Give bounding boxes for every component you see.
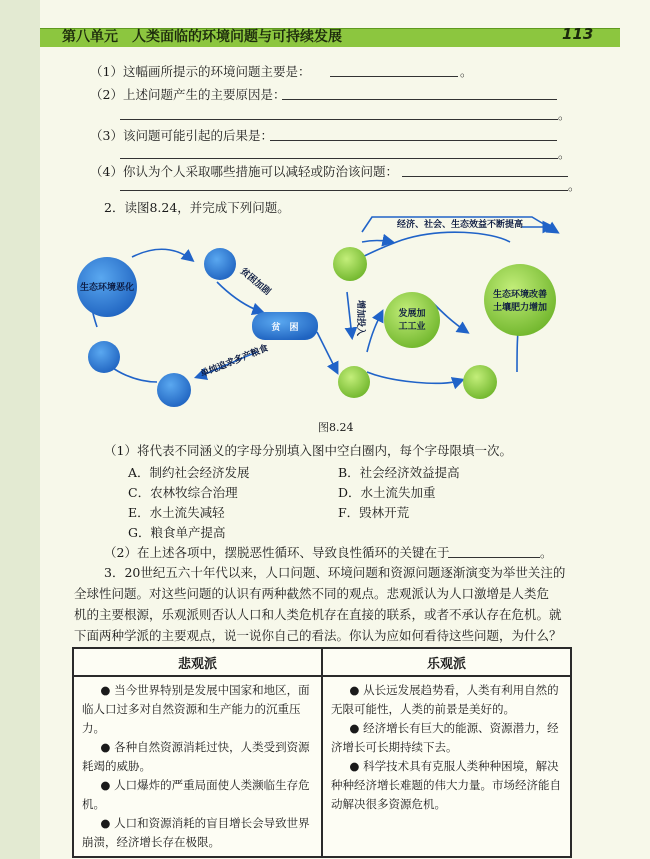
blank-circle[interactable]	[463, 365, 497, 399]
blank-circle[interactable]	[204, 248, 236, 280]
question-1-2: （2）上述问题产生的主要原因是：	[90, 87, 286, 102]
blank-circle[interactable]	[88, 341, 120, 373]
optimist-cell	[322, 676, 571, 857]
label-develop-2: 工工业	[398, 322, 426, 332]
question-2-2: （2）在上述各项中，摆脱恶性循环、导致良性循环的关键在于	[104, 545, 450, 560]
option-d: D．水土流失加重	[338, 485, 436, 500]
pessimist-point: ● 人口和资源消耗的盲目增长会导致世界崩溃，经济增长存在极限。	[82, 816, 310, 849]
optimist-point: ● 从长远发展趋势看，人类有利用自然的无限可能性，人类的前景是美好的。	[331, 683, 559, 716]
pessimist-point: ● 当今世界特别是发展中国家和地区，面临人口过多对自然资源和生产能力的沉重压力。	[82, 683, 310, 735]
option-f: F．毁林开荒	[338, 505, 410, 520]
answer-blank[interactable]	[120, 119, 558, 120]
question-1-3: （3）该问题可能引起的后果是：	[90, 128, 273, 143]
virtuous-cycle	[333, 247, 556, 399]
period: 。	[558, 107, 571, 122]
answer-blank[interactable]	[120, 190, 568, 191]
blank-circle[interactable]	[338, 366, 370, 398]
header-optimist: 乐观派	[322, 648, 571, 676]
label-grain-only: 单纯追求多产粮食	[199, 343, 270, 380]
question-3-line: 全球性问题。对这些问题的认识有两种截然不同的观点。悲观派认为人口激增是人类危	[74, 586, 550, 601]
answer-blank[interactable]	[448, 557, 540, 558]
header-pessimist: 悲观派	[73, 648, 322, 676]
blank-circle[interactable]	[333, 247, 367, 281]
question-3-line: 3．20世纪五六十年代以来，人口问题、环境问题和资源问题逐渐演变为举世关注的	[104, 565, 566, 580]
label-eco-improve-1: 生态环境改善	[492, 290, 548, 300]
label-poverty: 贫 困	[271, 323, 299, 333]
label-eco-deteriorate: 生态环境恶化	[79, 283, 135, 293]
period: 。	[460, 64, 473, 79]
answer-blank[interactable]	[270, 140, 557, 141]
optimist-point: ● 经济增长有巨大的能源、资源潜力，经济增长可长期持续下去。	[331, 721, 559, 754]
page-margin	[0, 0, 40, 859]
figure-8-24	[62, 212, 582, 417]
blank-circle[interactable]	[157, 373, 191, 407]
optimist-point: ● 科学技术具有克服人类种种困境，解决种种经济增长难题的伟大力量。市场经济能自动解决很多资源危机。	[331, 759, 561, 811]
answer-blank[interactable]	[120, 158, 558, 159]
pessimist-cell	[73, 676, 322, 857]
label-benefit-rise: 经济、社会、生态效益不断提高	[397, 220, 524, 230]
option-a: A．制约社会经济发展	[128, 465, 250, 480]
option-b: B．社会经济效益提高	[338, 465, 460, 480]
figure-caption: 图8.24	[318, 421, 354, 434]
answer-blank[interactable]	[330, 76, 458, 77]
question-2-intro: 2．读图8.24，并完成下列问题。	[104, 200, 290, 215]
period: 。	[558, 146, 571, 161]
answer-blank[interactable]	[282, 99, 557, 100]
option-c: C．农林牧综合治理	[128, 485, 238, 500]
option-g: G．粮食单产提高	[128, 525, 226, 540]
period: 。	[540, 545, 553, 560]
question-1-4: （4）你认为个人采取哪些措施可以减轻或防治该问题：	[90, 164, 398, 179]
label-poverty-worsen: 贫困加剧	[238, 266, 273, 298]
answer-blank[interactable]	[402, 176, 568, 177]
label-develop-1: 发展加	[398, 309, 426, 319]
question-3-line: 机的主要根源，乐观派则否认人口和人类危机存在直接的联系，或者不承认存在危机。就	[74, 607, 562, 622]
question-3-line: 下面两种学派的主要观点，说一说你自己的看法。你认为应如何看待这些问题，为什么？	[74, 628, 562, 643]
viewpoint-table	[72, 647, 572, 858]
circle-eco-improve	[484, 264, 556, 336]
page-number: 113	[562, 25, 594, 43]
period: 。	[568, 178, 581, 193]
pessimist-point: ● 各种自然资源消耗过快，人类受到资源耗竭的威胁。	[82, 740, 310, 773]
option-e: E．水土流失减轻	[128, 505, 225, 520]
label-more-input: 增加投入	[355, 300, 365, 337]
pessimist-point: ● 人口爆炸的严重局面使人类濒临生存危机。	[82, 778, 310, 811]
label-eco-improve-2: 土壤肥力增加	[492, 303, 548, 313]
question-1-1: （1）这幅画所提示的环境问题主要是：	[90, 64, 311, 79]
circle-develop-industry	[384, 292, 440, 348]
question-2-1: （1）将代表不同涵义的字母分别填入图中空白圈内，每个字母限填一次。	[104, 443, 512, 458]
unit-title: 第八单元 人类面临的环境问题与可持续发展	[62, 29, 342, 45]
